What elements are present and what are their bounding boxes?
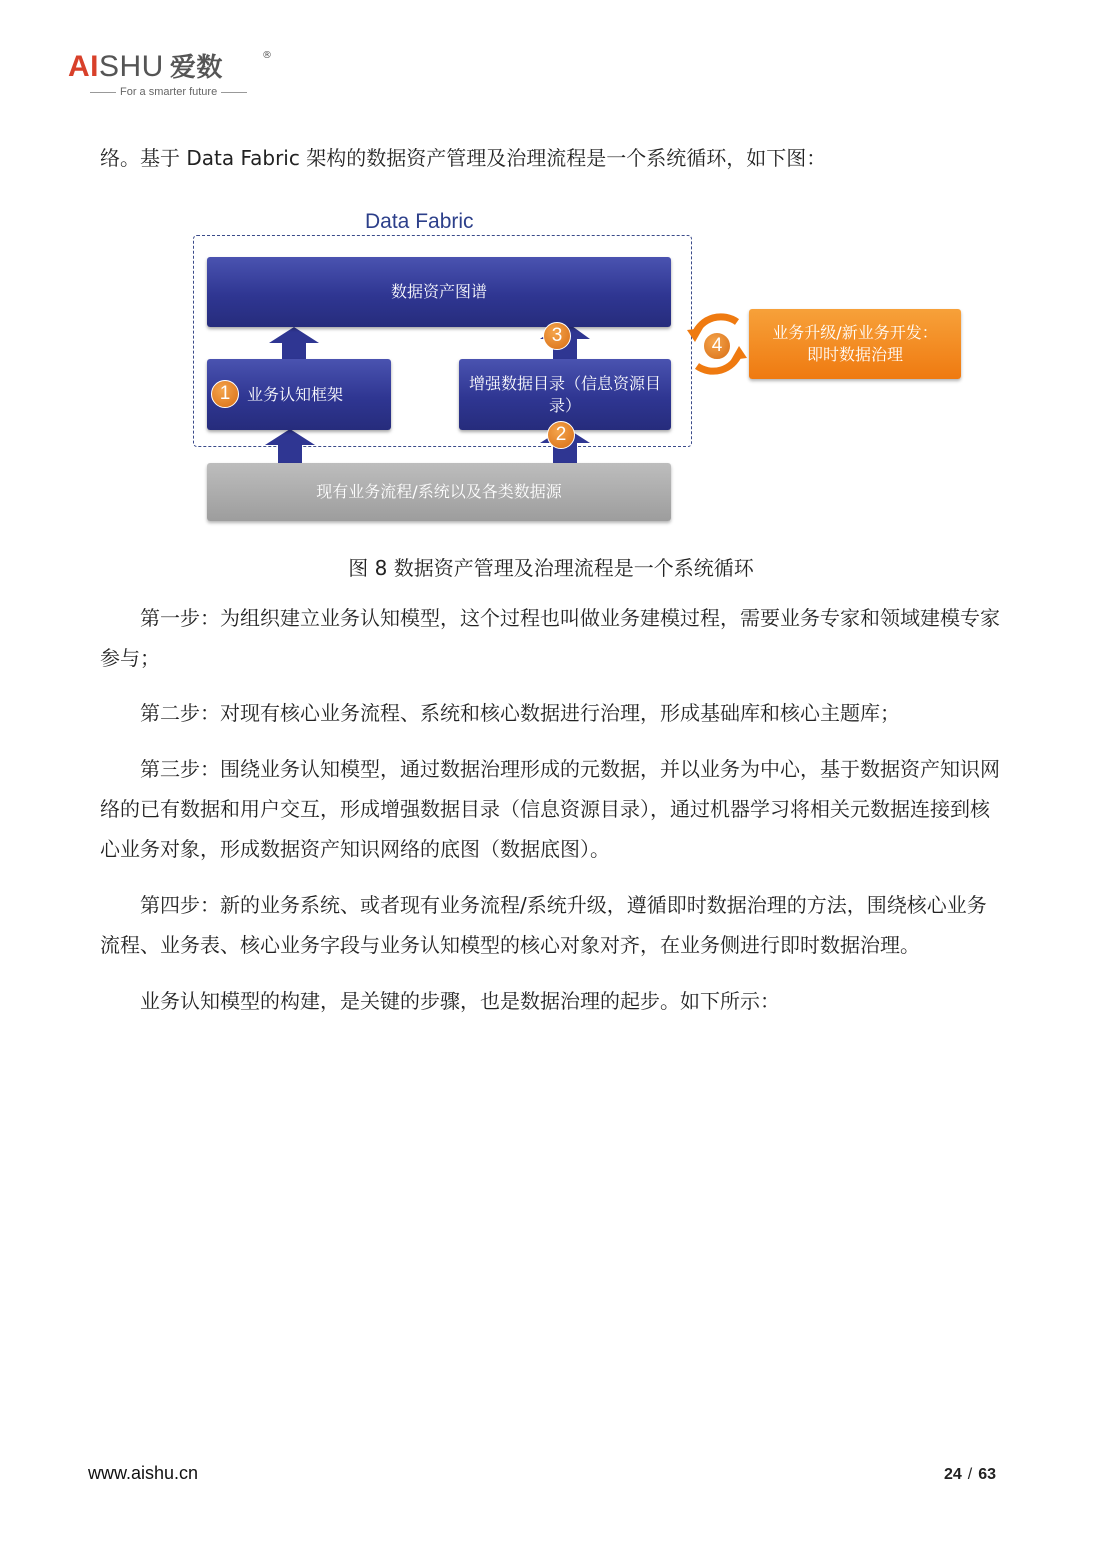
intro-line: 络。基于 Data Fabric 架构的数据资产管理及治理流程是一个系统循环，如下图： <box>100 146 827 170</box>
existing-sources-box <box>207 463 671 521</box>
page-current: 24 <box>944 1466 962 1483</box>
paragraph-step-3: 第三步：围绕业务认知模型，通过数据治理形成的元数据，并以业务为中心，基于数据资产知识网络的已有数据和用户交互，形成增强数据目录（信息资源目录），通过机器学习将相关元数据连接到核心业务对象，形成数据资产知识网络的底图（数据底图）。 <box>100 757 1000 861</box>
enhanced-catalog-label: 增强数据目录（信息资源目录） <box>468 373 661 415</box>
knowledge-graph-box <box>207 257 671 327</box>
step-1-badge: 1 <box>211 380 239 408</box>
business-cognition-label: 业务认知框架 <box>247 384 344 404</box>
business-upgrade-line1: 业务升级/新业务开发： <box>772 323 938 342</box>
registered-mark: ® <box>262 50 272 61</box>
step-3-badge: 3 <box>543 322 571 350</box>
paragraph-step-4: 第四步：新的业务系统、或者现有业务流程/系统升级，遵循即时数据治理的方法，围绕核心业务流程、业务表、核心业务字段与业务认知模型的核心对象对齐，在业务侧进行即时数据治理。 <box>100 893 987 957</box>
logo-tagline: For a smarter future <box>86 86 251 98</box>
figure-caption: 图 8 数据资产管理及治理流程是一个系统循环 <box>348 556 754 580</box>
step-2-badge: 2 <box>547 421 575 449</box>
page-number <box>944 1466 996 1484</box>
logo-shu: SHU <box>99 50 164 83</box>
business-upgrade-line2: 即时数据治理 <box>806 345 903 364</box>
up-arrow-left-top <box>269 327 319 361</box>
paragraph-step-1: 第一步：为组织建立业务认知模型，这个过程也叫做业务建模过程，需要业务专家和领域建模专家参与； <box>100 606 1000 670</box>
page-separator: / <box>967 1466 973 1483</box>
diagram-frame-title: Data Fabric <box>365 210 474 233</box>
logo-ai: AI <box>68 50 99 83</box>
data-fabric-diagram <box>185 205 975 535</box>
logo-wordmark <box>68 50 223 84</box>
business-upgrade-box <box>749 309 961 379</box>
knowledge-graph-label: 数据资产图谱 <box>390 282 487 301</box>
paragraph-conclusion: 业务认知模型的构建，是关键的步骤，也是数据治理的起步。如下所示： <box>140 989 780 1013</box>
paragraph-step-2: 第二步：对现有核心业务流程、系统和核心数据进行治理，形成基础库和核心主题库； <box>140 701 900 725</box>
existing-sources-label: 现有业务流程/系统以及各类数据源 <box>316 482 562 501</box>
enhanced-catalog-box <box>459 359 671 430</box>
page-total: 63 <box>978 1466 997 1483</box>
up-arrow-left-bottom <box>265 429 315 463</box>
footer-website: www.aishu.cn <box>88 1463 199 1483</box>
step-4-badge: 4 <box>703 332 731 360</box>
company-logo <box>68 50 288 106</box>
logo-chinese: 爱数 <box>169 52 223 82</box>
